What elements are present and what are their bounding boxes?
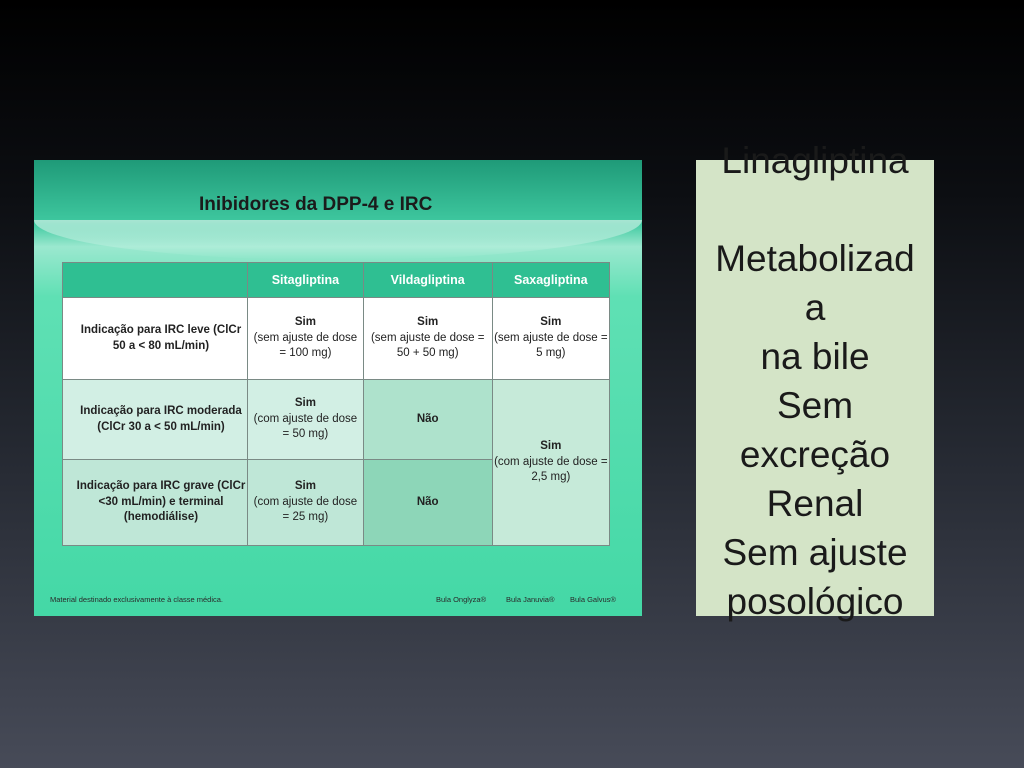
column-header-sitagliptina: Sitagliptina bbox=[248, 263, 364, 298]
caption-spacer bbox=[696, 185, 934, 234]
dpp4-table bbox=[62, 262, 610, 546]
row-label: Indicação para IRC moderada (ClCr 30 a < 50 mL/min) bbox=[63, 380, 248, 460]
caption-line: Renal bbox=[766, 483, 864, 524]
cell-detail: (sem ajuste de dose = 5 mg) bbox=[494, 331, 608, 360]
cell-detail: (sem ajuste de dose = 100 mg) bbox=[253, 331, 358, 360]
table-cell bbox=[248, 380, 364, 460]
caption-line: excreção bbox=[739, 434, 891, 475]
cell-value: Sim bbox=[294, 316, 316, 329]
table-corner-cell bbox=[63, 263, 248, 298]
cell-value: Não bbox=[416, 495, 439, 508]
footer-ref-galvus: Bula Galvus® bbox=[570, 595, 616, 604]
table-cell bbox=[363, 380, 492, 460]
slide-wave-decoration bbox=[34, 220, 642, 260]
cell-value: Sim bbox=[540, 440, 562, 453]
table-cell-merged bbox=[492, 380, 609, 546]
caption-line: a bbox=[804, 287, 826, 328]
cell-value: Sim bbox=[294, 480, 316, 493]
cell-value: Sim bbox=[417, 316, 439, 329]
caption-line: Sem ajuste bbox=[722, 532, 908, 573]
slide-image bbox=[34, 160, 642, 616]
table-row bbox=[63, 380, 610, 460]
footer-ref-januvia: Bula Januvia® bbox=[506, 595, 555, 604]
caption-line: Sem bbox=[776, 385, 854, 426]
column-header-vildagliptina: Vildagliptina bbox=[363, 263, 492, 298]
caption-line: Linagliptina bbox=[721, 140, 909, 181]
footer-disclaimer: Material destinado exclusivamente à classe médica. bbox=[50, 595, 224, 604]
cell-detail: (com ajuste de dose = 25 mg) bbox=[253, 495, 358, 524]
table-cell bbox=[363, 460, 492, 546]
table-cell bbox=[248, 460, 364, 546]
row-label: Indicação para IRC grave (ClCr <30 mL/min) e terminal (hemodiálise) bbox=[63, 460, 248, 546]
cell-detail: (com ajuste de dose = 50 mg) bbox=[253, 412, 358, 441]
cell-value: Sim bbox=[294, 397, 316, 410]
table-row bbox=[63, 298, 610, 380]
cell-value: Sim bbox=[540, 316, 562, 329]
column-header-saxagliptina: Saxagliptina bbox=[492, 263, 609, 298]
caption-line: posológico bbox=[726, 581, 904, 622]
cell-detail: (sem ajuste de dose = 50 + 50 mg) bbox=[370, 331, 485, 360]
table-cell bbox=[248, 298, 364, 380]
caption-line: na bile bbox=[760, 336, 870, 377]
table-cell bbox=[363, 298, 492, 380]
caption-text bbox=[696, 136, 934, 626]
row-label: Indicação para IRC leve (ClCr 50 a < 80 mL/min) bbox=[63, 298, 248, 380]
slide-title: Inibidores da DPP-4 e IRC bbox=[199, 194, 433, 215]
cell-detail: (com ajuste de dose = 2,5 mg) bbox=[494, 455, 608, 484]
table-cell bbox=[492, 298, 609, 380]
footer-ref-onglyza: Bula Onglyza® bbox=[436, 595, 487, 604]
caption-line: Metabolizad bbox=[715, 238, 915, 279]
cell-value: Não bbox=[416, 412, 439, 425]
table-header-row bbox=[63, 263, 610, 298]
